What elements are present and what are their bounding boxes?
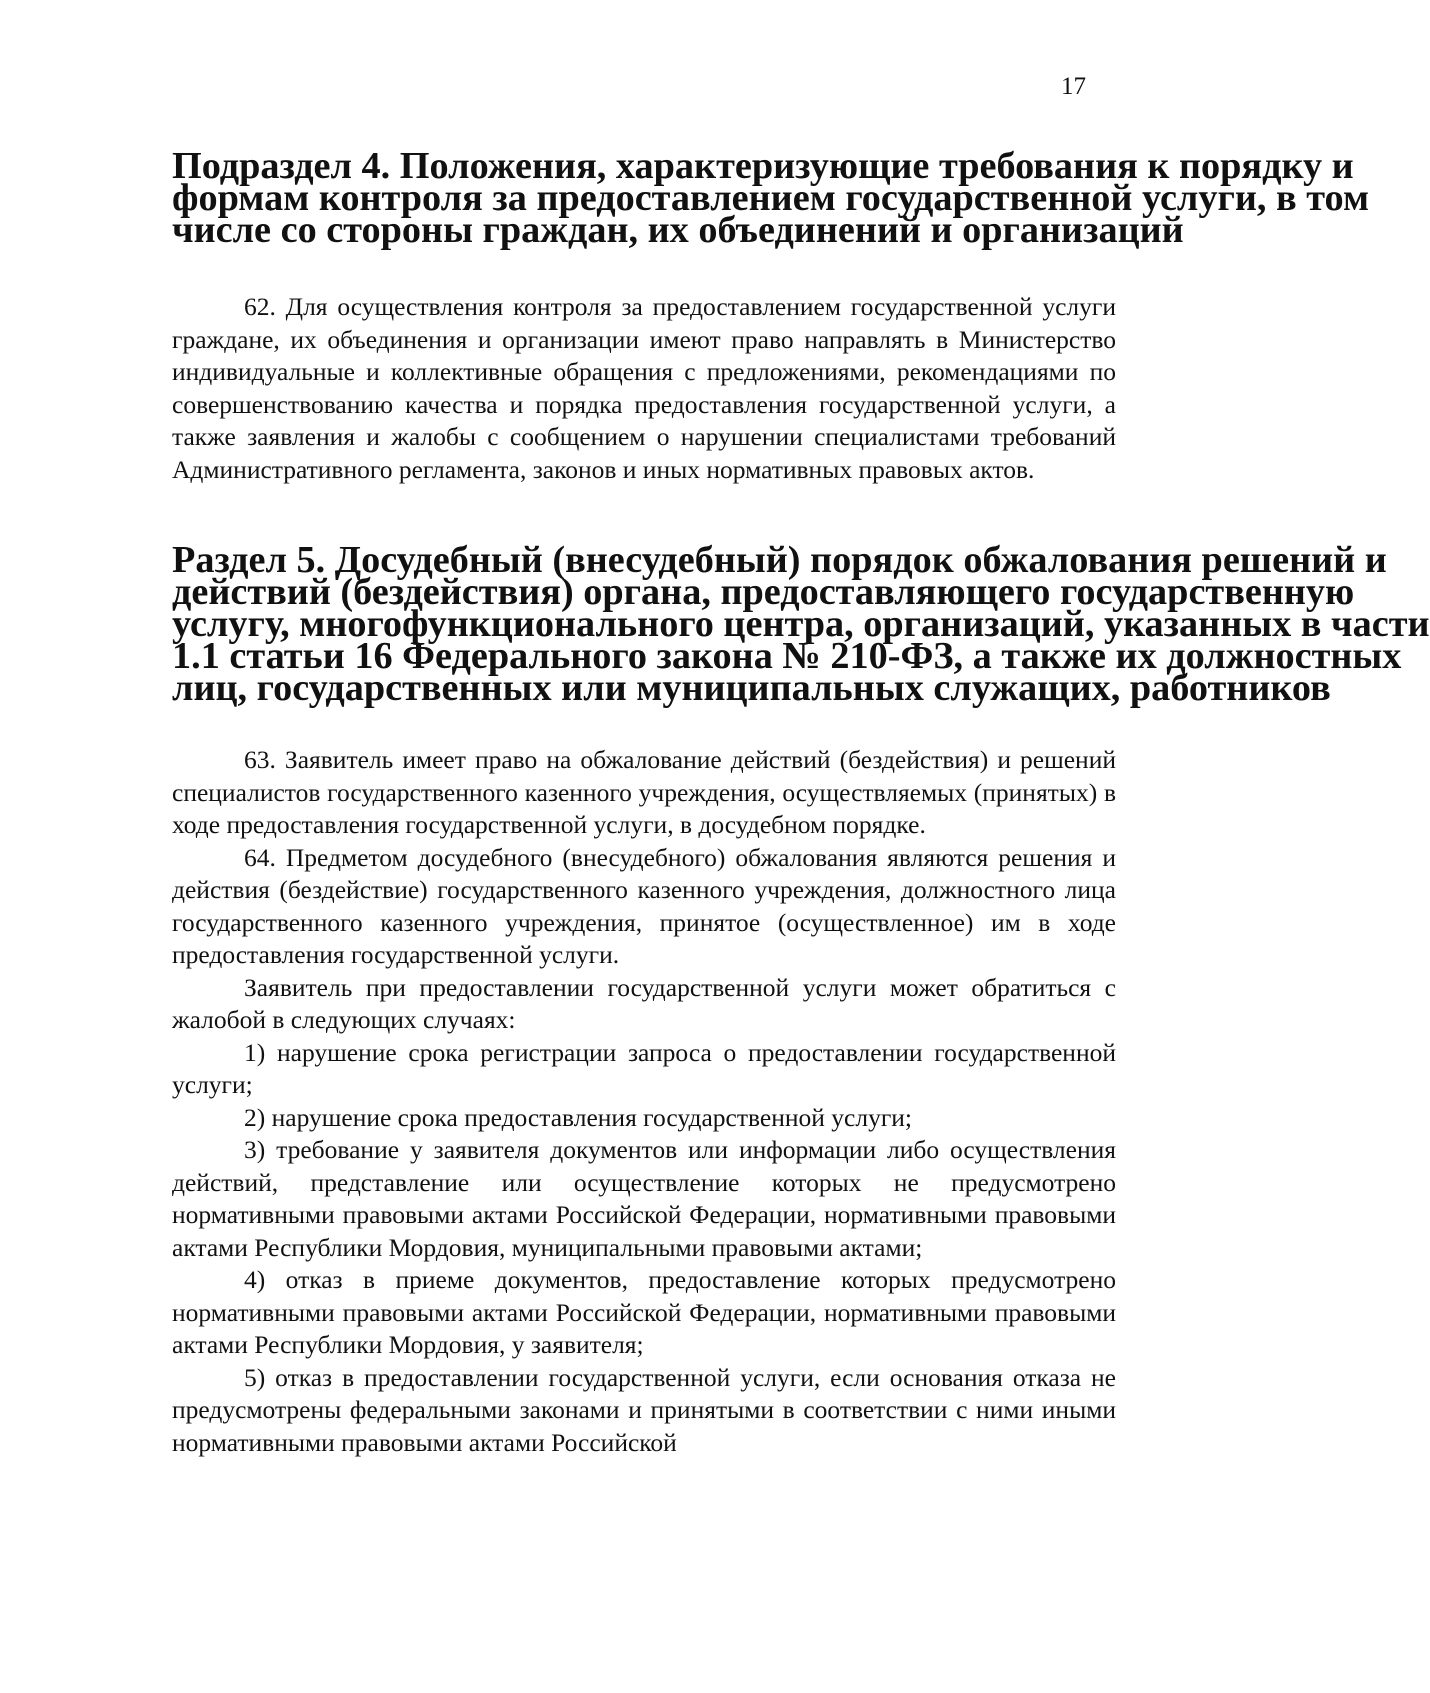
list-item-4: 4) отказ в приеме документов, предоставление которых предусмотрено нормативными правовыми актами Российской Федерации, нормативными правовыми актами Республики Мордовия, у заявителя; (172, 1265, 1116, 1359)
list-item-2: 2) нарушение срока предоставления государственной услуги; (244, 1102, 913, 1132)
heading-line: Раздел 5. Досудебный (внесудебный) порядок обжалования решений и (172, 539, 1387, 581)
heading-line: числе со стороны граждан, их объединений и организаций (172, 209, 1184, 251)
paragraph-62: 62. Для осуществления контроля за предоставлением государственной услуги граждане, их объединения и организации имеют право направлять в Министерство индивидуальные и коллективные обращения с предложениями, рекомендациями по совершенствованию качества и порядка предоставления государственной услуги, а также заявления и жалобы с сообщением о нарушении специалистами требований Административного регламента, законов и иных нормативных правовых актов. (172, 292, 1116, 484)
document-body (172, 145, 1430, 1459)
heading-line: Подраздел 4. Положения, характеризующие требования к порядку и (172, 145, 1354, 187)
heading-line: формам контроля за предоставлением государственной услуги, в том (172, 177, 1369, 219)
subsection-4-heading (172, 145, 1369, 251)
list-item-5: 5) отказ в предоставлении государственной услуги, если основания отказа не предусмотрены федеральными законами и принятыми в соответствии с ними иными нормативными правовыми актами Российской (172, 1362, 1116, 1457)
paragraph-64: 64. Предметом досудебного (внесудебного) обжалования являются решения и действия (бездействие) государственного казенного учреждения, должностного лица государственного казенного учреждения, принятое (осуществленное) им в ходе предоставления государственной услуги. (172, 842, 1116, 969)
list-item-3: 3) требование у заявителя документов или информации либо осуществления действий, представление или осуществление которых не предусмотрено нормативными правовыми актами Российской Федерации, нормативными правовыми актами Республики Мордовия, муниципальными правовыми актами; (172, 1135, 1116, 1262)
paragraph-complaint-intro: Заявитель при предоставлении государственной услуги может обратиться с жалобой в следующих случаях: (172, 972, 1116, 1034)
heading-line: действий (бездействия) органа, предоставляющего государственную (172, 571, 1355, 613)
heading-line: услугу, многофункционального центра, организаций, указанных в части (172, 603, 1430, 645)
heading-line: лиц, государственных или муниципальных служащих, работников (172, 667, 1331, 709)
heading-line: 1.1 статьи 16 Федерального закона № 210-ФЗ, а также их должностных (172, 635, 1402, 677)
list-item-1: 1) нарушение срока регистрации запроса о предоставлении государственной услуги; (172, 1037, 1116, 1099)
paragraph-63: 63. Заявитель имеет право на обжалование действий (бездействия) и решений специалистов государственного казенного учреждения, осуществляемых (принятых) в ходе предоставления государственной услуги, в досудебном порядке. (172, 745, 1116, 839)
page-number: 17 (1061, 73, 1086, 100)
section-5-heading (172, 539, 1430, 709)
